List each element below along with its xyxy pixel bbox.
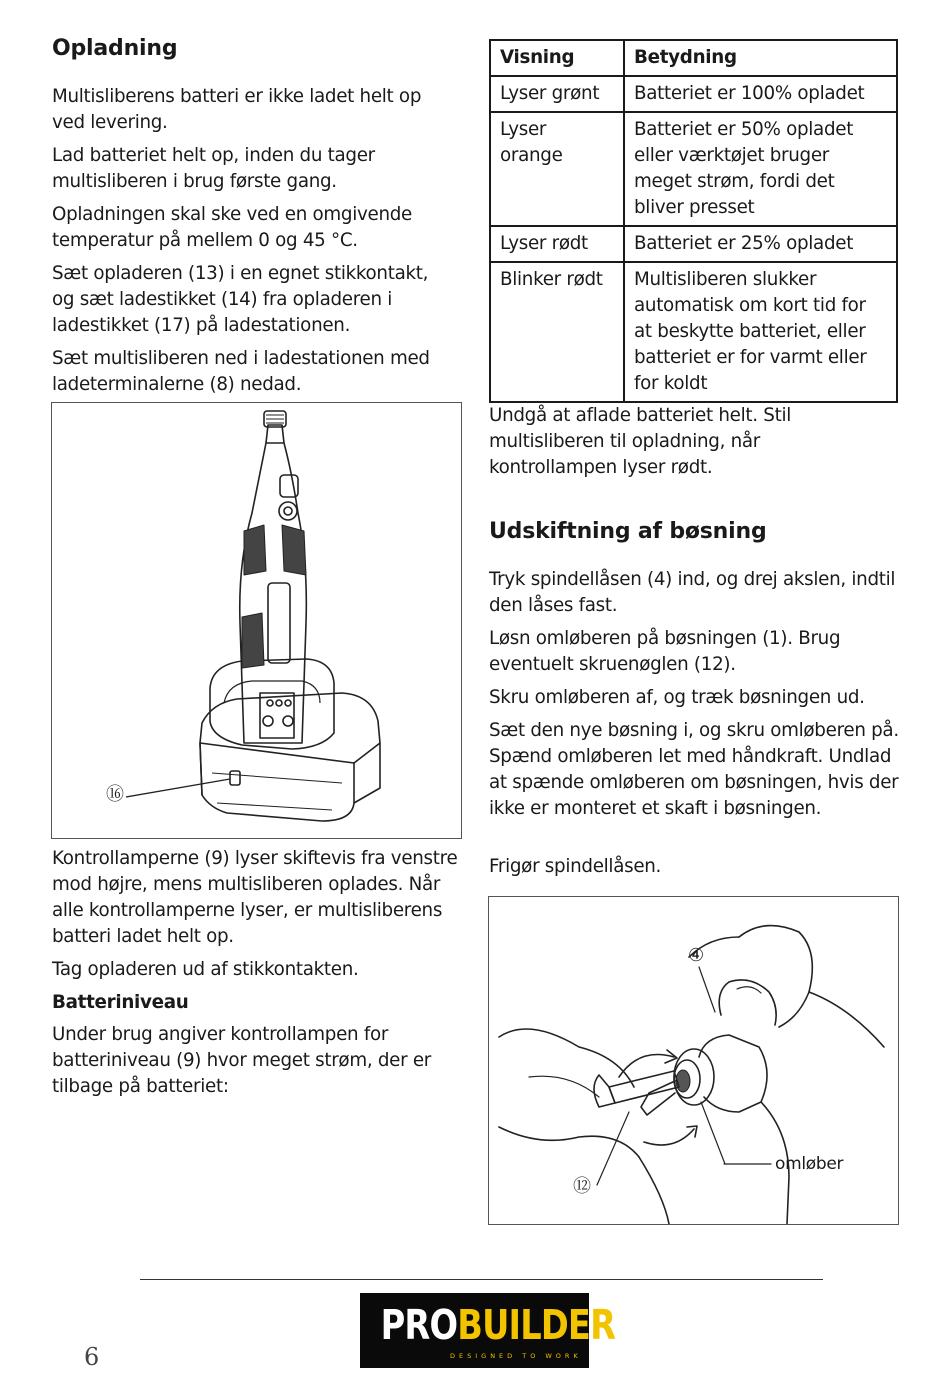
figure-charging-station [51,402,462,839]
paragraph: Tag opladeren ud af stikkontakten. [52,959,359,980]
paragraph: Løsn omløberen på bøsningen (1). Brug eventuelt skruenøglen (12). [489,628,841,675]
paragraph: Sæt multisliberen ned i ladestationen med ladeterminalerne (8) nedad. [52,348,430,395]
table-cell: Blinker rødt [490,262,624,402]
table-header-cell: Visning [490,40,624,76]
subheading-battery-level: Batteriniveau [52,992,189,1013]
paragraph: Kontrollamperne (9) lyser skiftevis fra venstre mod højre, mens multisliberen oplades. Når alle kontrollamperne lyser, er multisliberens batteri ladet helt op. [52,848,458,947]
probuilder-logo [360,1293,616,1368]
footer-divider [140,1279,823,1280]
table-cell: Batteriet er 50% opladet eller værktøjet bruger meget strøm, fordi det bliver presset [624,112,897,226]
logo-builder: BUILDER [457,1301,616,1349]
table-cell: Lyser orange [490,112,624,226]
table-row [490,76,897,112]
callout-12: ⑫ [573,1176,591,1197]
table-cell: Lyser grønt [490,76,624,112]
table-cell: Lyser rødt [490,226,624,262]
table-row [490,262,897,402]
table-row [490,226,897,262]
logo-wordmark [380,1301,616,1349]
paragraph: Sæt opladeren (13) i en egnet stikkontakt, og sæt ladestikket (14) fra opladeren i ladestikket (17) på ladestationen. [52,263,429,336]
paragraph: Tryk spindellåsen (4) ind, og drej akslen, indtil den låses fast. [489,569,896,616]
paragraph: Frigør spindellåsen. [489,856,662,877]
page-number: 6 [84,1343,100,1371]
callout-16: ⑯ [106,784,124,805]
table-cell: Batteriet er 25% opladet [624,226,897,262]
section-heading-collet-replacement: Udskiftning af bøsning [489,519,767,544]
logo-pro: PRO [380,1301,458,1349]
figure-collet-replacement [488,896,899,1225]
callout-4: ④ [688,945,705,966]
paragraph: Opladningen skal ske ved en omgivende temperatur på mellem 0 og 45 °C. [52,204,412,251]
table-row [490,112,897,226]
table-header-cell: Betydning [624,40,897,76]
paragraph: Multisliberens batteri er ikke ladet helt op ved levering. [52,86,422,133]
logo-tagline: DESIGNED TO WORK [450,1352,582,1360]
table-header-row [490,40,897,76]
table-cell: Batteriet er 100% opladet [624,76,897,112]
paragraph: Lad batteriet helt op, inden du tager multisliberen i brug første gang. [52,145,375,192]
section-heading-charging: Opladning [52,36,178,61]
paragraph: Sæt den nye bøsning i, og skru omløberen på. Spænd omløberen let med håndkraft. Undlad at spænde omløberen om bøsningen, hvis der ikke er monteret et skaft i bøsningen. [489,720,899,819]
battery-status-table [489,39,898,403]
table-cell: Multisliberen slukker automatisk om kort tid for at beskytte batteriet, eller batteriet er for varmt eller for koldt [624,262,897,402]
charging-station-illustration [52,403,461,838]
label-omloeber: omløber [775,1154,844,1174]
paragraph: Undgå at aflade batteriet helt. Stil multisliberen til opladning, når kontrollampen lyser rødt. [489,405,791,478]
paragraph: Under brug angiver kontrollampen for batteriniveau (9) hvor meget strøm, der er tilbage på batteriet: [52,1024,431,1097]
paragraph: Skru omløberen af, og træk bøsningen ud. [489,687,865,708]
